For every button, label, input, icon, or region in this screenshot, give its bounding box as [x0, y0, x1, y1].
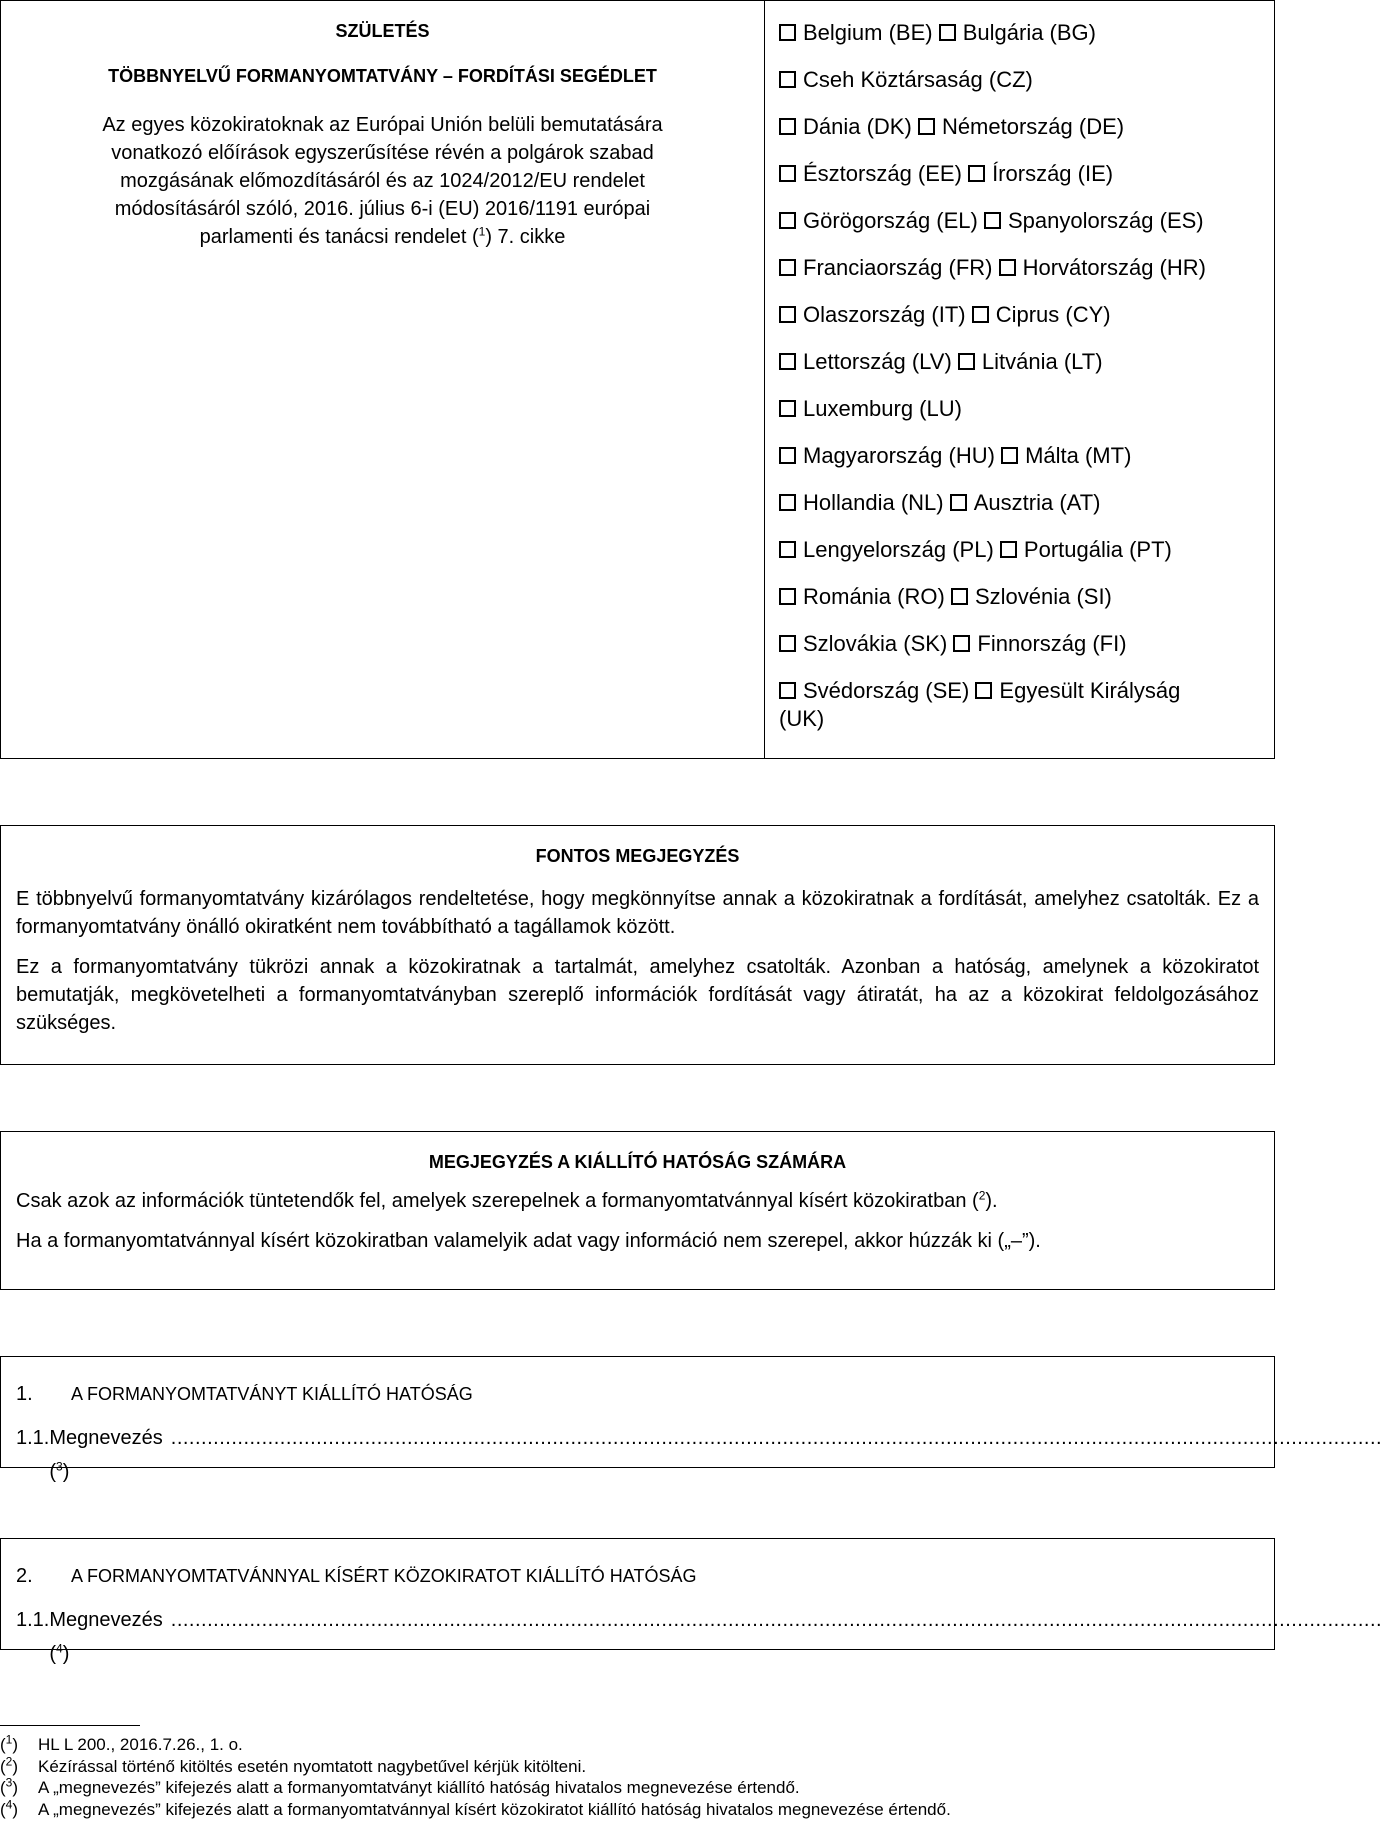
country-row — [779, 677, 1262, 733]
issuer-note-para: Ha a formanyomtatvánnyal kísért közokiratban valamelyik adat vagy információ nem szerepel, akkor húzzák ki („–”). — [16, 1230, 1041, 1252]
country-checkbox[interactable] — [999, 259, 1016, 276]
important-note-title: FONTOS MEGJEGYZÉS — [535, 846, 740, 866]
form-title: SZÜLETÉS — [335, 21, 430, 41]
country-label: Ausztria (AT) — [973, 490, 1101, 515]
field-label-end: ) — [62, 1643, 70, 1665]
country-checkbox[interactable] — [779, 71, 796, 88]
footnote-number: 3 — [5, 1775, 13, 1790]
country-checkbox[interactable] — [918, 118, 935, 135]
country-label: Görögország (EL) — [803, 208, 978, 233]
footnote-text: HL L 200., 2016.7.26., 1. o. — [38, 1735, 243, 1754]
country-label-continuation: (UK) — [779, 706, 825, 731]
footnote — [0, 1734, 951, 1756]
regulation-description — [31, 111, 734, 251]
country-row — [779, 395, 1262, 423]
country-label: Portugália (PT) — [1023, 537, 1172, 562]
country-label: Szlovénia (SI) — [974, 584, 1112, 609]
footnote-ref: 1 — [478, 224, 486, 239]
footnote-ref: 2 — [978, 1188, 986, 1203]
country-checkbox[interactable] — [779, 447, 796, 464]
fill-in-line[interactable]: ........................................................................................................................................................................................................ — [170, 1427, 1382, 1449]
description-line-text: parlamenti és tanácsi rendelet ( — [199, 226, 479, 248]
field-label-text: Megnevezés ( — [49, 1427, 163, 1483]
footnote-mark: ($^3$) — [0, 1775, 19, 1797]
section-issuing-authority — [0, 1356, 1382, 1483]
country-label: Németország (DE) — [941, 114, 1125, 139]
country-label: Románia (RO) — [803, 584, 945, 609]
footnote-separator — [0, 1725, 140, 1726]
country-checkbox[interactable] — [779, 165, 796, 182]
fill-in-line[interactable]: ........................................................................................................................................................................................................ — [170, 1609, 1382, 1631]
form-header — [0, 0, 1275, 759]
country-checklist — [765, 1, 1274, 758]
country-label: Hollandia (NL) — [803, 490, 944, 515]
footnote-mark: ($^2$) — [0, 1753, 19, 1776]
footnotes — [0, 1734, 951, 1820]
footnote — [0, 1753, 951, 1778]
footnote-mark: ($^1$) — [0, 1732, 19, 1754]
country-checkbox[interactable] — [1000, 541, 1017, 558]
footnote — [0, 1796, 951, 1821]
field-label-end: ) — [62, 1461, 70, 1483]
name-field[interactable] — [16, 1603, 1382, 1671]
section-title: A FORMANYOMTATVÁNNYAL KÍSÉRT KÖZOKIRATOT KIÁLLÍTÓ HATÓSÁG — [71, 1566, 697, 1586]
country-label: Magyarország (HU) — [803, 443, 995, 468]
country-checkbox[interactable] — [779, 118, 796, 135]
country-label: Spanyolország (ES) — [1007, 208, 1204, 233]
country-row — [779, 583, 1262, 611]
country-checkbox[interactable] — [779, 588, 796, 605]
country-checkbox[interactable] — [958, 353, 975, 370]
footnote-number: 2 — [5, 1753, 13, 1768]
country-row — [779, 207, 1262, 235]
country-label: Lettország (LV) — [803, 349, 952, 374]
footnote-number: 1 — [5, 1732, 13, 1747]
country-checkbox[interactable] — [779, 212, 796, 229]
section-heading — [16, 1559, 1259, 1593]
footnote-ref: 3 — [56, 1459, 63, 1474]
field-label — [49, 1421, 162, 1489]
description-line — [31, 223, 734, 251]
country-checkbox[interactable] — [984, 212, 1001, 229]
footnote-text: A „megnevezés” kifejezés alatt a formanyomtatvánnyal kísért közokiratot kiállító hatóság hivatalos megnevezése értendő. — [38, 1799, 951, 1819]
field-number: 1.1. — [16, 1427, 50, 1449]
field-label — [49, 1603, 162, 1671]
country-checkbox[interactable] — [939, 24, 956, 41]
section-number: 2. — [16, 1565, 33, 1587]
header-left-panel — [1, 1, 765, 758]
country-checkbox[interactable] — [975, 682, 992, 699]
country-label: Lengyelország (PL) — [803, 537, 994, 562]
country-label: Málta (MT) — [1025, 443, 1132, 468]
country-checkbox[interactable] — [779, 541, 796, 558]
description-line: módosításáról szóló, 2016. július 6-i (EU) 2016/1191 európai — [114, 198, 651, 220]
country-label: Belgium (BE) — [803, 20, 933, 45]
section-number: 1. — [16, 1383, 33, 1405]
country-checkbox[interactable] — [972, 306, 989, 323]
country-row — [779, 630, 1262, 658]
country-label: Franciaország (FR) — [803, 255, 993, 280]
country-label: Litvánia (LT) — [981, 349, 1103, 374]
country-label: Luxemburg (LU) — [803, 396, 962, 421]
country-label: Egyesült Királyság — [999, 678, 1181, 703]
country-row — [779, 66, 1262, 94]
issuer-note-text: Csak azok az információk tüntetendők fel, amelyek szerepelnek a formanyomtatvánnyal kísért közokiratban ( — [16, 1190, 979, 1212]
country-label: Észtország (EE) — [803, 161, 962, 186]
important-note-box — [0, 825, 1275, 1065]
section-heading — [16, 1377, 1259, 1411]
issuer-note-title: MEGJEGYZÉS A KIÁLLÍTÓ HATÓSÁG SZÁMÁRA — [428, 1152, 847, 1172]
name-field[interactable] — [16, 1421, 1382, 1489]
country-label: Svédország (SE) — [803, 678, 970, 703]
country-checkbox[interactable] — [953, 635, 970, 652]
footnote-number: 4 — [5, 1796, 13, 1811]
country-checkbox[interactable] — [779, 635, 796, 652]
issuer-note-text-end: ). — [985, 1190, 998, 1212]
country-row — [779, 254, 1262, 282]
country-checkbox[interactable] — [951, 588, 968, 605]
country-checkbox[interactable] — [779, 400, 796, 417]
important-note-para: E többnyelvű formanyomtatvány kizárólagos rendeltetése, hogy megkönnyítse annak a közokiratnak a fordítását, amelyhez csatolták. Ez a formanyomtatvány önálló okiratként nem továbbítható a tagállamok között. — [16, 888, 1259, 938]
country-row — [779, 19, 1262, 47]
country-label: Írország (IE) — [992, 161, 1114, 186]
issuer-note-box — [0, 1131, 1275, 1290]
field-label-text: Megnevezés ( — [49, 1609, 163, 1665]
country-checkbox[interactable] — [779, 682, 796, 699]
country-row — [779, 536, 1262, 564]
important-note-para: Ez a formanyomtatvány tükrözi annak a közokiratnak a tartalmát, amelyhez csatolták. Azonban a hatóság, amelynek a közokiratot bemutatják, megkövetelheti a formanyomtatványban szereplő információk fordítását vagy átiratát, ha az a közokirat feldolgozásához szükséges. — [16, 956, 1259, 1034]
country-row — [779, 489, 1262, 517]
footnote-text: Kézírással történő kitöltés esetén nyomtatott nagybetűvel kérjük kitölteni. — [38, 1756, 587, 1776]
footnote — [0, 1777, 951, 1799]
country-checkbox[interactable] — [779, 306, 796, 323]
country-checkbox[interactable] — [779, 353, 796, 370]
country-checkbox[interactable] — [950, 494, 967, 511]
section-document-authority — [0, 1538, 1382, 1665]
country-label: Ciprus (CY) — [995, 302, 1111, 327]
footnote-mark: ($^4$) — [0, 1796, 19, 1819]
country-checkbox[interactable] — [779, 24, 796, 41]
country-label: Bulgária (BG) — [962, 20, 1096, 45]
section-title: A FORMANYOMTATVÁNYT KIÁLLÍTÓ HATÓSÁG — [71, 1384, 473, 1404]
footnote-ref: 4 — [56, 1641, 63, 1656]
country-label: Finnország (FI) — [977, 631, 1127, 656]
country-checkbox[interactable] — [968, 165, 985, 182]
country-label: Szlovákia (SK) — [803, 631, 948, 656]
country-row — [779, 160, 1262, 188]
issuer-note-para — [16, 1187, 1259, 1215]
country-checkbox[interactable] — [779, 494, 796, 511]
description-end: ) 7. cikke — [485, 226, 566, 248]
field-number: 1.1. — [16, 1609, 50, 1631]
country-row — [779, 442, 1262, 470]
country-label: Olaszország (IT) — [803, 302, 966, 327]
description-line: vonatkozó előírások egyszerűsítése révén a polgárok szabad — [111, 142, 654, 164]
country-checkbox[interactable] — [1001, 447, 1018, 464]
country-row — [779, 113, 1262, 141]
country-label: Cseh Köztársaság (CZ) — [803, 67, 1033, 92]
country-row — [779, 348, 1262, 376]
country-label: Dánia (DK) — [803, 114, 912, 139]
country-checkbox[interactable] — [779, 259, 796, 276]
country-row — [779, 301, 1262, 329]
footnote-text: A „megnevezés” kifejezés alatt a formanyomtatványt kiállító hatóság hivatalos megnevezése értendő. — [38, 1778, 800, 1797]
form-subtitle: TÖBBNYELVŰ FORMANYOMTATVÁNY – FORDÍTÁSI SEGÉDLET — [108, 66, 657, 86]
country-label: Horvátország (HR) — [1022, 255, 1206, 280]
description-line: Az egyes közokiratoknak az Európai Unión belüli bemutatására — [102, 114, 663, 136]
description-line: mozgásának előmozdításáról és az 1024/2012/EU rendelet — [120, 170, 645, 192]
